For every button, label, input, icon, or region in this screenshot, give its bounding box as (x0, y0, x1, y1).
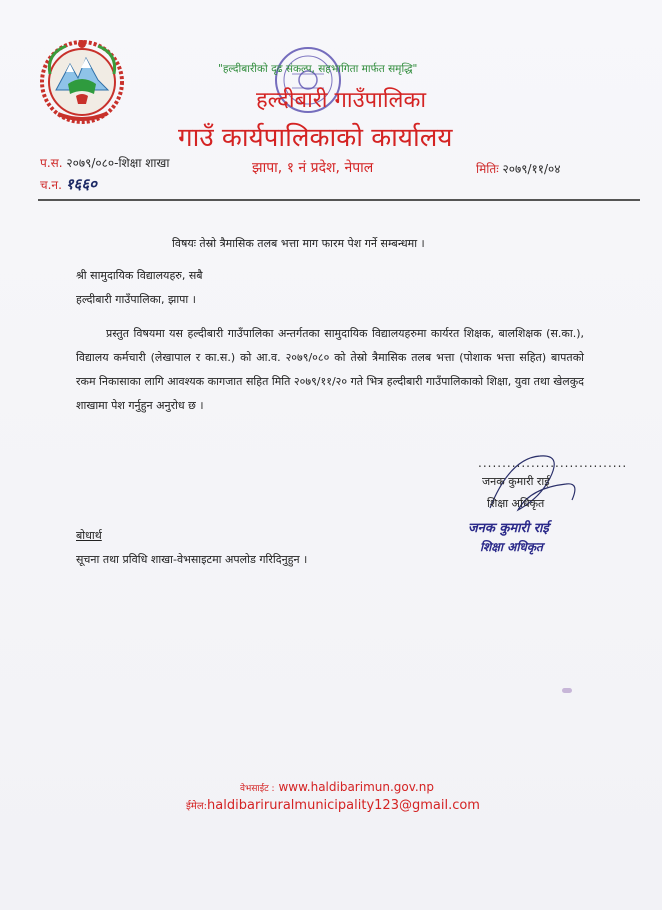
email-label: ईमेल: (186, 801, 208, 812)
cc-label: बोधार्थ (76, 529, 102, 542)
website-label: वेभसाईट : (240, 784, 275, 794)
stamp-signatory-title: शिक्षा अधिकृत (480, 540, 543, 554)
stamp-signatory-name: जनक कुमारी राई (468, 521, 549, 536)
date-value: २०७९/११/०४ (502, 162, 561, 176)
letter-body: प्रस्तुत विषयमा यस हल्दीबारी गाउँपालिका अन्तर्गतका सामुदायिक विद्यालयहरुमा कार्यरत शिक्षक, बालशिक्षक (स.का.), विद्यालय कर्मचारी (लेखापाल र का.स.) को आ.व. २०७९/०८० को तेस्रो त्रैमासिक तलब भत्ता (पोशाक भत्ता सहित) बापतको रकम निकासाका लागि आवश्यक कागजात सहित मिति २०७९/११/२० गते भित्र हल्दीबारी गाउँपालिकाको शिक्षा, युवा तथा खेलकुद शाखामा पेश गर्नुहुन अनुरोध छ । (76, 327, 584, 412)
date-label: मितिः (476, 162, 499, 176)
motto: "हल्दीबारीको दृढ संकल्प, सहभागिता मार्फत समृद्धि" (218, 63, 418, 75)
website-link[interactable]: www.haldibarimun.gov.np (278, 780, 434, 794)
ink-smudge (562, 688, 572, 693)
letter-subject: विषयः तेस्रो त्रैमासिक तलब भत्ता माग फारम पेश गर्ने सम्बन्धमा । (172, 237, 425, 250)
dispatch-number (40, 174, 97, 194)
recipient-line-1: श्री सामुदायिक विद्यालयहरु, सबै (76, 269, 203, 282)
nepal-emblem-icon (36, 34, 128, 126)
email-link[interactable]: haldibariruralmunicipality123@gmail.com (207, 798, 480, 813)
ref-label: प.स. (40, 156, 63, 170)
office-address: झापा, १ नं प्रदेश, नेपाल (252, 160, 374, 176)
recipient-line-2: हल्दीबारी गाउँपालिका, झापा । (76, 293, 196, 306)
dispatch-value: १६६० (65, 175, 97, 193)
header-divider (38, 199, 640, 201)
footer-website (240, 780, 434, 794)
signatory-title: शिक्षा अधिकृत (487, 497, 545, 510)
municipality-name: हल्दीबारी गाउँपालिका (256, 88, 427, 113)
dispatch-label: च.न. (40, 178, 62, 192)
office-name: गाउँ कार्यपालिकाको कार्यालय (178, 123, 453, 153)
reference-number (40, 154, 169, 171)
footer-email (186, 798, 480, 813)
ref-value: २०७९/०८०-शिक्षा शाखा (66, 156, 170, 170)
cc-text: सूचना तथा प्रविधि शाखा-वेभसाइटमा अपलोड गरिदिनुहुन । (76, 553, 308, 566)
signature-line: ............................... (478, 456, 628, 470)
letter-date (476, 160, 561, 177)
signatory-name: जनक कुमारी राई (482, 475, 550, 488)
